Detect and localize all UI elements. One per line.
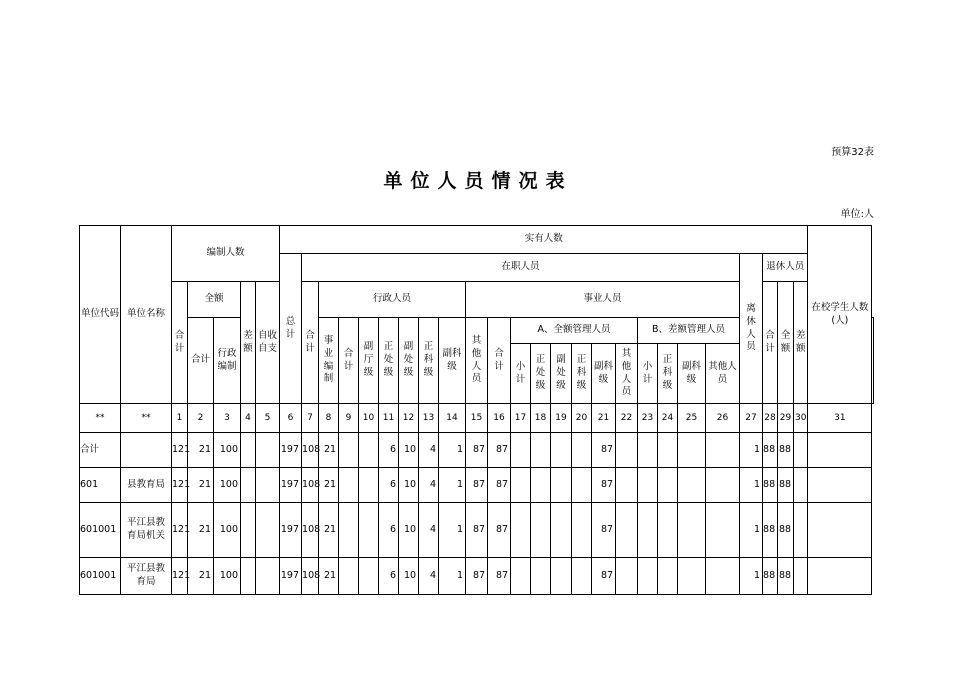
- header-a-other: 其他人员: [616, 344, 638, 404]
- table-cell: [794, 468, 808, 503]
- column-number: 11: [379, 404, 399, 433]
- table-cell: 1: [439, 468, 466, 503]
- table-cell: [638, 433, 658, 468]
- column-number: 5: [256, 404, 280, 433]
- header-inst-staff: 事业人员: [466, 282, 740, 318]
- staff-table: [79, 225, 874, 595]
- table-cell: 121: [172, 503, 188, 558]
- table-cell: [572, 503, 592, 558]
- table-cell: [241, 468, 256, 503]
- table-cell: 10: [399, 503, 419, 558]
- cell-name: 县教育局: [121, 468, 172, 503]
- table-cell: 121: [172, 468, 188, 503]
- table-cell: 21: [188, 503, 214, 558]
- table-cell: [794, 503, 808, 558]
- table-cell: 6: [379, 433, 399, 468]
- table-cell: 100: [214, 558, 241, 595]
- table-row: [80, 433, 874, 468]
- table-cell: [511, 503, 531, 558]
- header-chief-div: 正处级: [379, 318, 399, 404]
- table-cell: 88: [763, 503, 778, 558]
- table-cell: 87: [592, 468, 616, 503]
- header-code: 单位代码: [80, 226, 121, 404]
- header-b-subtotal: 小计: [638, 344, 658, 404]
- column-number: 13: [419, 404, 439, 433]
- header-deputy-bureau: 副厅级: [359, 318, 379, 404]
- header-admin-staff: 行政人员: [319, 282, 466, 318]
- header-a-chief-div: 正处级: [531, 344, 551, 404]
- header-group-a: A、全额管理人员: [511, 318, 638, 344]
- table-cell: [256, 468, 280, 503]
- table-cell: [572, 433, 592, 468]
- table-cell: [706, 468, 740, 503]
- table-row: [80, 558, 874, 595]
- table-cell: [808, 433, 872, 468]
- table-cell: 88: [778, 468, 794, 503]
- table-cell: [572, 468, 592, 503]
- header-fq-total: 合计: [188, 318, 214, 404]
- table-cell: 21: [188, 558, 214, 595]
- table-cell: 87: [592, 503, 616, 558]
- table-cell: 21: [319, 558, 339, 595]
- header-group-c: [872, 318, 874, 404]
- table-cell: [511, 558, 531, 595]
- table-cell: [256, 503, 280, 558]
- column-number: 31: [808, 404, 872, 433]
- header-total: 总计: [280, 254, 302, 404]
- column-number: 14: [439, 404, 466, 433]
- header-admin-est: 行政编制: [214, 318, 241, 404]
- table-cell: [678, 433, 706, 468]
- table-cell: [256, 433, 280, 468]
- table-cell: 197: [280, 468, 302, 503]
- table-cell: 1: [740, 503, 763, 558]
- column-number: 17: [511, 404, 531, 433]
- table-cell: [339, 558, 359, 595]
- table-cell: [616, 503, 638, 558]
- cell-code: 601001: [80, 503, 121, 558]
- header-deputy-sec: 副科级: [439, 318, 466, 404]
- header-diff-quota: 差额: [241, 282, 256, 404]
- header-b-chief-sec: 正科级: [658, 344, 678, 404]
- table-cell: [638, 558, 658, 595]
- header-group-b: B、差额管理人员: [638, 318, 740, 344]
- table-cell: 108: [302, 503, 319, 558]
- table-cell: 87: [466, 503, 488, 558]
- table-cell: [706, 503, 740, 558]
- table-cell: 21: [188, 433, 214, 468]
- column-number: 10: [359, 404, 379, 433]
- table-cell: 1: [740, 558, 763, 595]
- header-a-deputy-sec: 副科级: [592, 344, 616, 404]
- header-full-quota: 全额: [188, 282, 241, 318]
- table-cell: 1: [439, 558, 466, 595]
- table-cell: [531, 433, 551, 468]
- header-inst-total: 合计: [488, 318, 511, 404]
- table-cell: [638, 468, 658, 503]
- table-cell: [706, 558, 740, 595]
- table-cell: [531, 468, 551, 503]
- cell-code: 合计: [80, 433, 121, 468]
- table-cell: [339, 503, 359, 558]
- table-cell: [359, 468, 379, 503]
- page-title: 单位人员情况表: [383, 170, 573, 192]
- header-onjob-total: 合计: [302, 282, 319, 404]
- header-name: 单位名称: [121, 226, 172, 404]
- table-cell: 21: [319, 503, 339, 558]
- header-ret-full: 全额: [778, 282, 794, 404]
- column-number: 6: [280, 404, 302, 433]
- column-number: 8: [319, 404, 339, 433]
- table-cell: [808, 468, 872, 503]
- table-cell: [511, 468, 531, 503]
- table-cell: [359, 433, 379, 468]
- table-cell: 108: [302, 558, 319, 595]
- header-b-other: 其他人员: [706, 344, 740, 404]
- table-cell: [658, 468, 678, 503]
- table-cell: 4: [419, 468, 439, 503]
- table-cell: 87: [592, 558, 616, 595]
- table-cell: 121: [172, 433, 188, 468]
- column-number: 20: [572, 404, 592, 433]
- table-cell: [241, 503, 256, 558]
- header-est-total: 合计: [172, 282, 188, 404]
- column-number: **: [80, 404, 121, 433]
- table-cell: 88: [763, 433, 778, 468]
- table-cell: 108: [302, 468, 319, 503]
- column-number: 21: [592, 404, 616, 433]
- header-a-chief-sec: 正科级: [572, 344, 592, 404]
- table-cell: 100: [214, 433, 241, 468]
- table-cell: 10: [399, 433, 419, 468]
- table-cell: 21: [319, 433, 339, 468]
- header-admin-other: 其他人员: [466, 318, 488, 404]
- table-cell: [531, 503, 551, 558]
- cell-name: [121, 433, 172, 468]
- header-ret-diff: 差额: [794, 282, 808, 404]
- header-ret-total: 合计: [763, 282, 778, 404]
- table-cell: 87: [488, 558, 511, 595]
- column-number: 16: [488, 404, 511, 433]
- header-retired: 离休人员: [740, 254, 763, 404]
- table-cell: [808, 558, 872, 595]
- table-cell: [658, 558, 678, 595]
- cell-name: 平江县教育局机关: [121, 503, 172, 558]
- table-row: [80, 503, 874, 558]
- table-cell: [551, 558, 572, 595]
- column-number: 15: [466, 404, 488, 433]
- column-number: 4: [241, 404, 256, 433]
- table-cell: 88: [763, 558, 778, 595]
- table-cell: [658, 433, 678, 468]
- table-cell: 21: [319, 468, 339, 503]
- table-cell: [678, 468, 706, 503]
- header-deputy-div: 副处级: [399, 318, 419, 404]
- table-cell: [241, 558, 256, 595]
- column-number: 3: [214, 404, 241, 433]
- table-cell: [678, 558, 706, 595]
- column-number: 30: [794, 404, 808, 433]
- column-number: 18: [531, 404, 551, 433]
- column-number: 7: [302, 404, 319, 433]
- table-cell: [658, 503, 678, 558]
- cell-code: 601: [80, 468, 121, 503]
- table-cell: 88: [778, 433, 794, 468]
- header-inst-est: 事业编制: [319, 318, 339, 404]
- column-number: 29: [778, 404, 794, 433]
- table-cell: 10: [399, 468, 419, 503]
- table-cell: 88: [763, 468, 778, 503]
- table-cell: [616, 558, 638, 595]
- column-number: 12: [399, 404, 419, 433]
- table-cell: [638, 503, 658, 558]
- table-cell: [572, 558, 592, 595]
- table-cell: [616, 468, 638, 503]
- cell-code: 601001: [80, 558, 121, 595]
- column-number: 9: [339, 404, 359, 433]
- table-cell: [551, 468, 572, 503]
- table-cell: 1: [740, 433, 763, 468]
- table-cell: 1: [439, 503, 466, 558]
- table-cell: 87: [466, 433, 488, 468]
- table-cell: [531, 558, 551, 595]
- table-cell: 1: [740, 468, 763, 503]
- table-cell: [551, 503, 572, 558]
- table-cell: [678, 503, 706, 558]
- header-self-funded: 自收自支: [256, 282, 280, 404]
- column-number: 28: [763, 404, 778, 433]
- table-cell: 10: [399, 558, 419, 595]
- column-number: 1: [172, 404, 188, 433]
- table-cell: [339, 468, 359, 503]
- table-cell: 87: [488, 503, 511, 558]
- table-cell: 6: [379, 468, 399, 503]
- table-cell: [794, 433, 808, 468]
- header-students: 在校学生人数(人): [808, 226, 872, 404]
- table-cell: 87: [488, 468, 511, 503]
- table-cell: 87: [466, 468, 488, 503]
- unit-label: 单位:人: [840, 209, 874, 220]
- table-cell: 21: [188, 468, 214, 503]
- column-number: **: [121, 404, 172, 433]
- table-cell: 1: [439, 433, 466, 468]
- table-cell: 197: [280, 433, 302, 468]
- column-number: 24: [658, 404, 678, 433]
- table-cell: [359, 558, 379, 595]
- table-cell: 88: [778, 558, 794, 595]
- table-cell: 100: [214, 503, 241, 558]
- header-retired-staff: 退休人员: [763, 254, 808, 282]
- table-cell: 197: [280, 558, 302, 595]
- column-number: 25: [678, 404, 706, 433]
- table-cell: 108: [302, 433, 319, 468]
- table-cell: [256, 558, 280, 595]
- table-cell: 6: [379, 503, 399, 558]
- table-cell: 87: [592, 433, 616, 468]
- table-cell: 88: [778, 503, 794, 558]
- header-chief-sec: 正科级: [419, 318, 439, 404]
- table-cell: [706, 433, 740, 468]
- table-row: [80, 468, 874, 503]
- header-actual: 实有人数: [280, 226, 808, 254]
- table-cell: 4: [419, 558, 439, 595]
- table-cell: 197: [280, 503, 302, 558]
- header-admin-total: 合计: [339, 318, 359, 404]
- table-cell: [339, 433, 359, 468]
- table-cell: [808, 503, 872, 558]
- column-number-row: [80, 404, 874, 433]
- column-number: 23: [638, 404, 658, 433]
- table-cell: 6: [379, 558, 399, 595]
- table-cell: 87: [488, 433, 511, 468]
- table-cell: [511, 433, 531, 468]
- table-cell: [794, 558, 808, 595]
- table-cell: [241, 433, 256, 468]
- column-number: 19: [551, 404, 572, 433]
- column-number: 22: [616, 404, 638, 433]
- table-cell: 4: [419, 503, 439, 558]
- header-onjob: 在职人员: [302, 254, 740, 282]
- column-number: 2: [188, 404, 214, 433]
- form-number: 预算32表: [831, 147, 874, 158]
- header-a-subtotal: 小计: [511, 344, 531, 404]
- table-cell: 100: [214, 468, 241, 503]
- table-cell: [359, 503, 379, 558]
- table-cell: [551, 433, 572, 468]
- header-a-deputy-div: 副处级: [551, 344, 572, 404]
- header-b-deputy-sec: 副科级: [678, 344, 706, 404]
- table-cell: [616, 433, 638, 468]
- table-cell: 4: [419, 433, 439, 468]
- header-establishment: 编制人数: [172, 226, 280, 282]
- table-cell: 121: [172, 558, 188, 595]
- cell-name: 平江县教育局: [121, 558, 172, 595]
- column-number: 26: [706, 404, 740, 433]
- column-number: 27: [740, 404, 763, 433]
- table-cell: 87: [466, 558, 488, 595]
